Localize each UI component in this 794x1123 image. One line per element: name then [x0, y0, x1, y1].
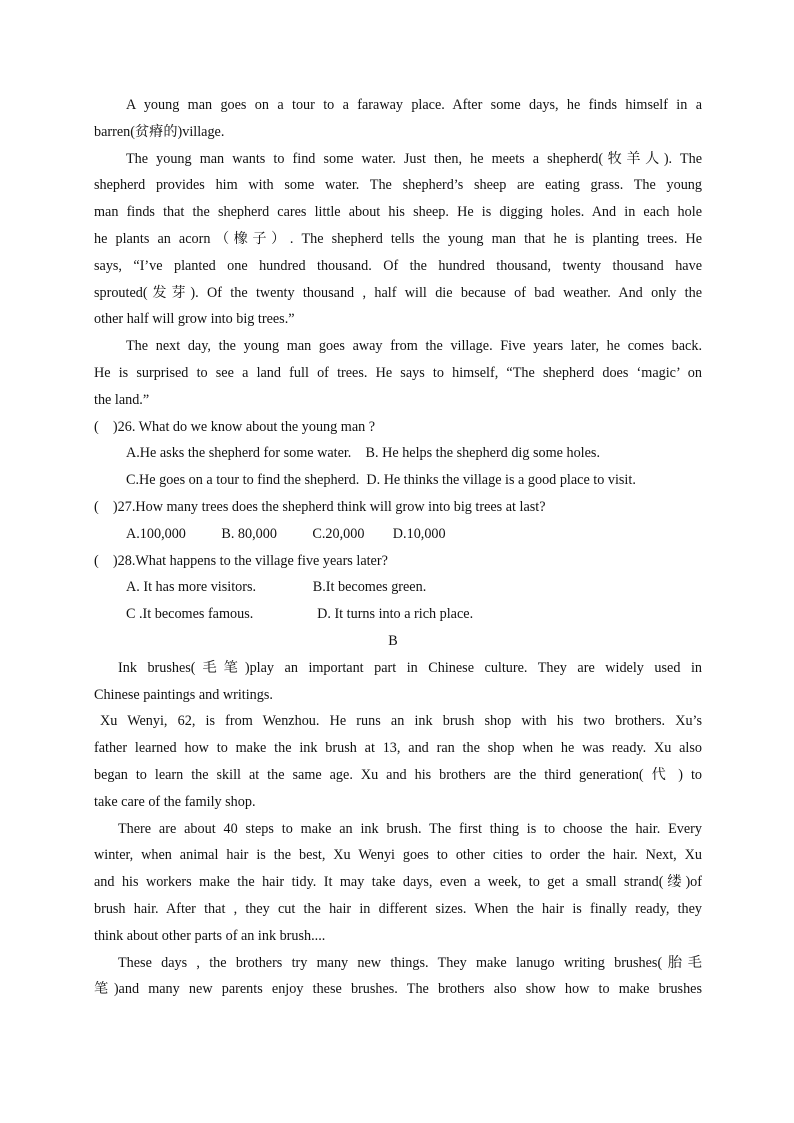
paragraph-line: other half will grow into big trees.” [94, 311, 295, 328]
paragraph-line: think about other parts of an ink brush.... [94, 927, 326, 944]
question-options: A. It has more visitors. B.It becomes green. [126, 579, 427, 596]
paragraph-line: began to learn the skill at the same age. Xu and his brothers are the third generation( 代 ) to [94, 766, 702, 783]
paragraph-line: says, “I’ve planted one hundred thousand. Of the hundred thousand, twenty thousand have [94, 257, 702, 274]
question-stem: ( )26. What do we know about the young man ? [94, 418, 376, 435]
paragraph-line: he plants an acorn（橡子）. The shepherd tells the young man that he is planting trees. He [94, 230, 702, 247]
passage-b [94, 655, 702, 1003]
passage-a [94, 92, 702, 414]
paragraph-line: take care of the family shop. [94, 793, 256, 810]
section-b-heading: B [388, 632, 398, 649]
paragraph-line: sprouted(发芽). Of the twenty thousand , half will die because of bad weather. And only the [94, 284, 702, 301]
question-options: A.100,000 B. 80,000 C.20,000 D.10,000 [126, 525, 446, 542]
question-26 [94, 414, 702, 494]
paragraph-line: man finds that the shepherd cares little about his sheep. He is digging holes. And in each hole [94, 204, 702, 221]
paragraph-line: barren(贫瘠的)village. [94, 123, 225, 140]
paragraph-line: Chinese paintings and writings. [94, 686, 273, 703]
paragraph-line: He is surprised to see a land full of trees. He says to himself, “The shepherd does ‘magic’ on [94, 364, 702, 381]
paragraph-line: brush hair. After that , they cut the hair in different sizes. When the hair is finally ready, they [94, 900, 702, 917]
paragraph-line: A young man goes on a tour to a faraway place. After some days, he finds himself in a [126, 97, 702, 113]
question-stem: ( )27.How many trees does the shepherd think will grow into big trees at last? [94, 498, 546, 515]
paragraph-line: Ink brushes(毛笔)play an important part in Chinese culture. They are widely used in [118, 659, 702, 676]
question-28 [94, 548, 702, 628]
paragraph-line: 笔)and many new parents enjoy these brushes. The brothers also show how to make brushes [94, 981, 702, 998]
paragraph-line: and his workers make the hair tidy. It may take days, even a week, to get a small strand(缕)of [94, 874, 702, 891]
paragraph-line: father learned how to make the ink brush at 13, and ran the shop when he was ready. Xu also [94, 740, 702, 757]
paragraph-line: These days , the brothers try many new things. They make lanugo writing brushes(胎毛 [118, 954, 702, 971]
paragraph-line: shepherd provides him with some water. The shepherd’s sheep are eating grass. The young [94, 177, 702, 194]
paragraph-line: There are about 40 steps to make an ink brush. The first thing is to choose the hair. Every [118, 820, 702, 837]
questions [94, 414, 702, 628]
paragraph-line: Xu Wenyi, 62, is from Wenzhou. He runs an ink brush shop with his two brothers. Xu’s [100, 713, 702, 730]
question-27 [94, 494, 702, 548]
question-options: C.He goes on a tour to find the shepherd. D. He thinks the village is a good place to visit. [126, 472, 636, 489]
question-options: A.He asks the shepherd for some water. B. He helps the shepherd dig some holes. [126, 445, 600, 462]
paragraph-line: the land.” [94, 391, 150, 408]
paragraph-line: winter, when animal hair is the best, Xu Wenyi goes to other cities to order the hair. Next, Xu [94, 847, 702, 864]
paragraph-line: The young man wants to find some water. Just then, he meets a shepherd(牧羊人). The [126, 150, 702, 167]
question-stem: ( )28.What happens to the village five years later? [94, 552, 388, 569]
paragraph-line: The next day, the young man goes away from the village. Five years later, he comes back. [126, 338, 702, 355]
question-options: C .It becomes famous. D. It turns into a rich place. [126, 606, 474, 623]
